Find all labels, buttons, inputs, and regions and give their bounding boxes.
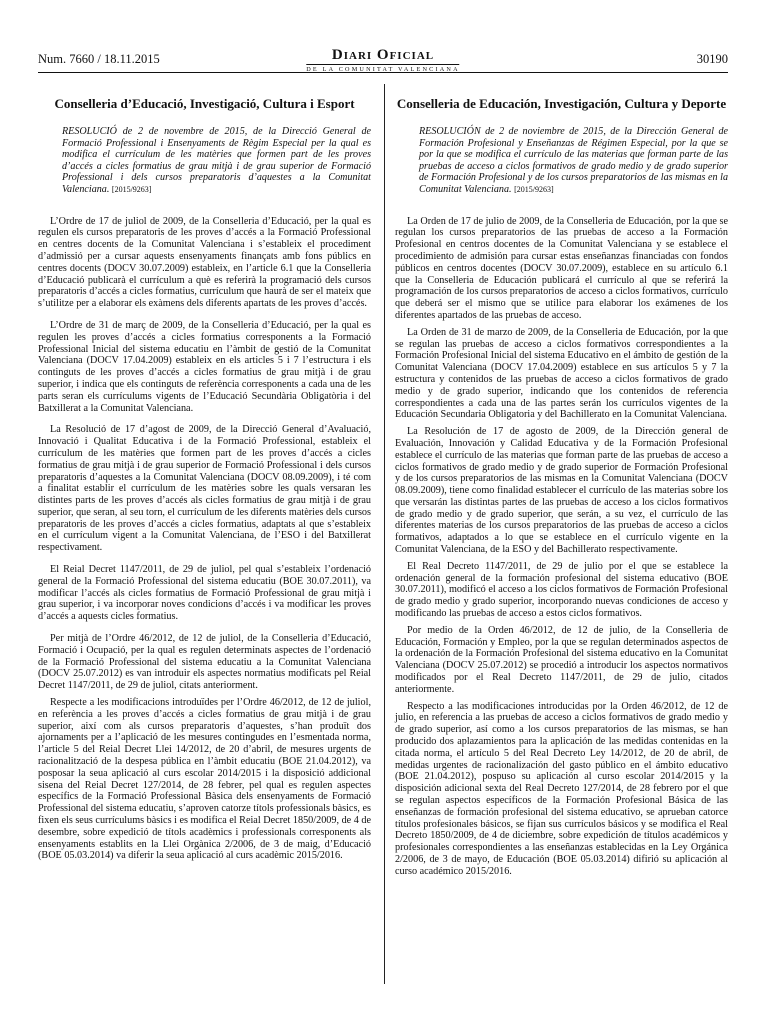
paragraph: La Orden de 31 de marzo de 2009, de la Conselleria de Educación, por la que se regulan las pruebas de acceso a ciclos formativos correspondientes a la Formación Profesional Inicial del sistema Educativo en el ámbito de gestión de la Comunitat Valenciana (DOCV 17.04.2009) establece en sus artículos 5 y 7 la estructura y contenidos de las pruebas de acceso a ciclos formativos de grado medio y de grado superior, indicando que los contenidos de referencia correspondientes a cada una de las partes serán los currículos vigentes de la Educación Secundaria Obligatoria y del Bachillerato en la Comunitat Valenciana.: [395, 326, 728, 421]
page-header: [38, 48, 728, 78]
paragraph: La Resolució de 17 d’agost de 2009, de la Direcció General d’Avaluació, Innovació i Qualitat Educativa i de la Formació Professional, estableix el currículum de les matèries que formen part de les proves d’accés a cicles formatius de grau mitjà i de grau superior de Formació Professional i dels cursos preparatoris d’aquestes a la Comunitat Valenciana (DOCV 08.09.2009), i té com a finalitat establir el currículum de les matèries sobre les quals versaran les distintes parts de les proves d’accés als cicles formatius de grau mitjà i de grau superior, que seran, al seu torn, el currículum de les diferents matèries dels cursos preparatoris de les proves d’accés a cicles formatius, adaptats al que s’estableix en el currículum vigent a la Comunitat Valenciana, de l’ESO i del Batxillerat respectivament.: [38, 424, 371, 554]
issue-number: Num. 7660 / 18.11.2015: [38, 52, 160, 66]
department-heading: Conselleria de Educación, Investigación, Cultura y Deporte: [396, 96, 727, 111]
resolution-title: [38, 126, 371, 196]
paragraph: El Reial Decret 1147/2011, de 29 de juliol, pel qual s’estableix l’ordenació general de la Formació Professional del sistema educatiu (BOE 30.07.2011), va modificar l’accés als cicles formatius de Formació Professional de grau mitjà i grau superior, i va incorporar noves condicions d’accés i va modificar les proves d’accés a aquests cicles formatius.: [38, 564, 371, 623]
paragraph: L’Ordre de 31 de març de 2009, de la Conselleria d’Educació, per la qual es regulen les proves d’accés a cicles formatius corresponents a la Formació Professional Inicial del sistema educatiu en l’àmbit de gestió de la Comunitat Valenciana (DOCV 17.04.2009) estableix en els articles 5 i 7 l’estructura i els continguts de les proves d’accés a cicles formatius de grau mitjà i de grau superior, i indica que els continguts de referència corresponents a cada una de les parts seran els currículums vigents de l’Educació Secundària Obligatòria i del Batxillerat a la Comunitat Valenciana.: [38, 319, 371, 414]
journal-logo: [306, 48, 459, 73]
spanish-column: [395, 96, 728, 883]
paragraph: Per mitjà de l’Ordre 46/2012, de 12 de juliol, de la Conselleria d’Educació, Formació i Ocupació, per la qual es regulen determinats aspectes de l’ordenació de la Formació Professional del sistema educatiu a la Comunitat Valenciana (DOCV 25.07.2012) es van introduir els aspectes normatius modificats pel Reial Decret 1147/2011, de 29 de juliol, citats anteriorment.: [38, 633, 371, 692]
logo-title: Diari Oficial: [331, 47, 435, 63]
paragraph: Respecto a las modificaciones introducidas por la Orden 46/2012, de 12 de julio, en referencia a las pruebas de acceso a ciclos formativos de grado medio y de grado superior, así como a los cursos preparatorios de las mismas, se han producido dos aplazamientos para la aplicación de las medidas contenidas en la citada norma, el artículo 5 del Real Decreto Ley 14/2012, de 20 de abril, de medidas urgentes de racionalización del gasto público en el ámbito educativo (BOE 21.04.2012), pospuso su aplicación al curso escolar 2014/2015 y la disposición adicional sexta del Real Decreto 127/2014, de 28 febrero por el que se regulan aspectos específicos de la Formación Profesional Básica de las enseñanzas de formación profesional del sistema educativo, se aprueban catorce títulos profesionales básicos, se fijan sus currículos básicos y se modifica el Real Decreto 1850/2009, de 4 de diciembre, sobre expedición de títulos académicos y profesionales correspondientes a las enseñanzas establecidas en la Ley Orgánica 2/2006, de 3 de mayo, de Educación (BOE 05.03.2014) difirió su aplicación al curso académico 2015/2016.: [395, 700, 728, 877]
resolution-text: RESOLUCIÓ de 2 de novembre de 2015, de la Direcció General de Formació Professional i Ensenyaments de Règim Especial per la qual es modifica el currículum de les matèries que formen part de les proves d’accés a cicles formatius de grau mitjà i de grau superior de Formació Professional i dels cursos preparatoris d’aquestes a la Comunitat Valenciana.: [62, 126, 371, 195]
department-heading: Conselleria d’Educació, Investigació, Cultura i Esport: [54, 96, 355, 111]
resolution-text: RESOLUCIÓN de 2 de noviembre de 2015, de la Dirección General de Formación Profesional y Enseñanzas de Régimen Especial, por la que se por la que se modifica el currículo de las materias que forman parte de las pruebas de acceso a ciclos formativos de grado medio y de grado superior de Formación Profesional y de los cursos preparatorios de las mismas en la Comunitat Valenciana.: [419, 126, 728, 195]
paragraph: Por medio de la Orden 46/2012, de 12 de julio, de la Conselleria de Educación, Formación y Empleo, por la que se regulan determinados aspectos de la ordenación de la Formación Profesional del sistema educativo en la Comunitat Valenciana (DOCV 25.07.2012) se procedió a introducir los aspectos normativos modificados por el Real Decreto 1147/2011, de 29 de julio, citados anteriormente.: [395, 624, 728, 695]
logo-subtitle: DE LA COMUNITAT VALENCIANA: [306, 66, 460, 73]
paragraph: Respecte a les modificacions introduïdes per l’Ordre 46/2012, de 12 de juliol, en referència a les proves d’accés a cicles formatius de grau mitjà i de grau superior, així com als cursos preparatoris d’aquestes, s’han produït dos ajornaments per a l’aplicació de les mesures contingudes en l’esmentada norma, l’article 5 del Reial Decret Llei 14/2012, de 20 d’abril, de mesures urgents de racionalització de la despesa pública en l’àmbit educatiu (BOE 21.04.2012), va posposar la seua aplicació al curs escolar 2014/2015 i la disposició addicional sisena del Reial Decret 127/2014, de 28 febrer, pel qual es regulen aspectes específics de la Formació Professional Bàsica dels ensenyaments de Formació Professional del sistema educatiu, s’aproven catorze títols professionals bàsics, es fixen els seus currículums bàsics i es modifica el Reial Decret 1850/2009, de 4 de desembre, sobre expedició de títols acadèmics i professionals corresponents als ensenyaments establits en la Llei Orgànica 2/2006, de 3 de maig, d’Educació (BOE 05.03.2014) va diferir la seua aplicació al curs acadèmic 2015/2016.: [38, 697, 371, 862]
page-number: 30190: [696, 52, 728, 66]
valencian-column: [38, 96, 371, 867]
resolution-ref: [2015/9263]: [111, 184, 152, 194]
resolution-ref: [2015/9263]: [514, 184, 554, 194]
header-rule: [38, 72, 728, 73]
column-divider: [384, 84, 385, 984]
paragraph: La Resolución de 17 de agosto de 2009, de la Dirección general de Evaluación, Innovación y Calidad Educativa y de la Formación Profesional establece el currículo de las materias que forman parte de las pruebas de acceso a ciclos formativos de grado medio y de grado superior de Formación Profesional y de los cursos preparatorios de las mismas en la Comunitat Valenciana (DOCV 08.09.2009), tiene como finalidad establecer el currículo de las materias sobre los que versarán las distintas partes de las pruebas de acceso a los ciclos formativos de grado medio y de grado superior, que serán, a su vez, el currículo de las diferentes materias de los cursos preparatorios de las pruebas de acceso a ciclos formativos, adaptados a lo que se establece en el currículo vigente en la Comunitat Valenciana, de la ESO y del Bachillerato respectivamente.: [395, 426, 728, 556]
paragraph: L’Ordre de 17 de juliol de 2009, de la Conselleria d’Educació, per la qual es regulen els cursos preparatoris de les proves d’accés a la Formació Professional en centres docents de la Comunitat Valenciana i s’estableix el procediment d’admissió per a cursar aquests ensenyaments finançats amb fons públics en centres docents (DOCV 30.07.2009) estableix, en l’article 6.1 que la Conselleria d’Educació publicarà el currículum a què es referirà la programació dels cursos preparatoris d’accés a cicles formatius, currículum que haurà de ser el mateix que s’utilitze per a elaborar els exàmens dels diferents apartats de les proves d’accés.: [38, 215, 371, 310]
paragraph: El Real Decreto 1147/2011, de 29 de julio por el que se establece la ordenación general de la formación profesional del sistema educativo (BOE 30.07.2011), modificó el acceso a los ciclos formativos de Formación Profesional de grado medio y grado superior, incorporando nuevas condiciones de acceso y modificando las pruebas de acceso a estos ciclos formativos.: [395, 560, 728, 620]
paragraph: La Orden de 17 de julio de 2009, de la Conselleria de Educación, por la que se regulan los cursos preparatorios de las pruebas de acceso a la Formación Profesional en centros docentes de la Comunitat Valenciana y se establece el procedimiento de admisión para cursar estas enseñanzas financiadas con fondos públicos en centros docentes (DOCV 30.07.2009), establece en su artículo 6.1 que la Conselleria de Educación publicará el currículo al que se referirá la programación de los cursos preparatorios de acceso a ciclos formativos, currículo que deberá ser el mismo que se utilice para elaborar los exámenes de los diferentes apartados de las pruebas de acceso.: [395, 215, 728, 321]
resolution-title: [395, 126, 728, 196]
